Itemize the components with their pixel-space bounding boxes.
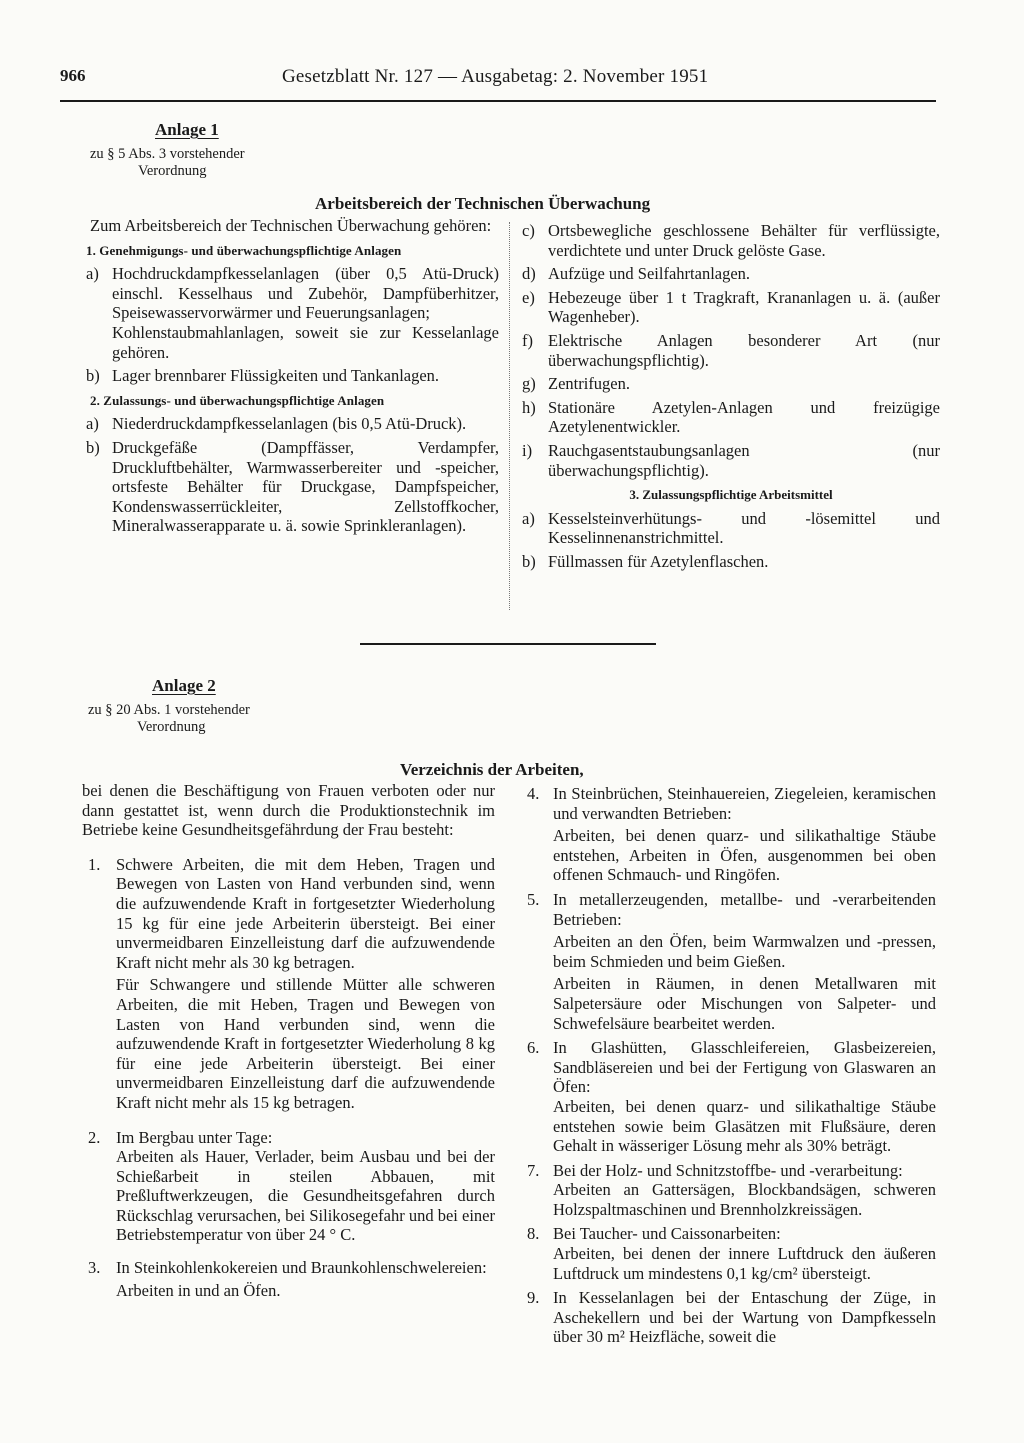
anlage2-item-3	[82, 1258, 495, 1300]
anlage1-item-e	[522, 288, 940, 327]
item-label: d)	[522, 264, 536, 284]
item-label: 8.	[527, 1224, 540, 1244]
anlage1-item-2b	[86, 438, 499, 536]
anlage2-right-column	[524, 784, 936, 1352]
anlage1-item-h	[522, 398, 940, 437]
anlage1-heading-3: 3. Zulassungspflichtige Arbeitsmittel	[629, 487, 833, 503]
anlage2-item-8	[524, 1224, 936, 1283]
anlage2-item-4	[524, 784, 936, 885]
anlage1-left-column	[86, 216, 499, 540]
item-text: Niederdruckdampfkesselanlagen (bis 0,5 Atü-Druck).	[112, 414, 467, 434]
item-text: Hochdruckdampfkesselanlagen (über 0,5 Atü-Druck) einschl. Kesselhaus und Zubehör, Dampfüberhitzer, Speisewasservorwärmer und Feuerungsanlagen;	[112, 264, 499, 323]
item-text: Elektrische Anlagen besonderer Art (nur überwachungspflichtig).	[548, 330, 940, 370]
anlage1-heading-1: 1. Genehmigungs- und überwachungspflichtige Anlagen	[86, 242, 402, 258]
item-label: c)	[522, 221, 535, 240]
item-text: Ortsbewegliche geschlossene Behälter für verflüssigte, verdichtete und unter Druck gelöste Gase.	[548, 221, 940, 260]
item-head: In Steinbrüchen, Steinhauereien, Ziegeleien, keramischen und verwandten Betrieben:	[553, 784, 936, 823]
item-text-2: Kohlenstaubmahlanlagen, soweit sie zur Kesselanlage gehören.	[112, 322, 499, 362]
anlage1-item-1b	[86, 366, 499, 386]
item-text: Arbeiten, bei denen der innere Luftdruck den äußeren Luftdruck um mindestens 0,1 kg/cm² übersteigt.	[553, 1244, 936, 1283]
item-text: Druckgefäße (Dampffässer, Verdampfer, Druckluftbehälter, Warmwasserbereiter und -speicher, ortsfeste Behälter für Druckgase, Dampfspeicher, Kondenswasserrückleiter, Zellstoffkocher, Mineralwasserapparate u. ä. sowie Sprinkleranlagen).	[112, 437, 499, 536]
anlage2-item-7	[524, 1161, 936, 1220]
item-text: Arbeiten in und an Öfen.	[116, 1280, 281, 1300]
anlage1-item-g	[522, 374, 940, 394]
item-head: Bei Taucher- und Caissonarbeiten:	[553, 1224, 781, 1244]
anlage2-title: Anlage 2	[152, 676, 216, 695]
anlage1-item-d	[522, 264, 940, 284]
item-label: e)	[522, 287, 535, 307]
anlage1-item-3a	[522, 509, 940, 548]
anlage1-item-c	[522, 221, 940, 260]
anlage1-item-2a	[86, 414, 499, 434]
item-label: a)	[522, 508, 535, 528]
anlage1-sub2: Verordnung	[138, 163, 207, 179]
item-head: In Steinkohlenkokereien und Braunkohlenschwelereien:	[116, 1258, 487, 1278]
item-text: Hebezeuge über 1 t Tragkraft, Krananlagen u. ä. (außer Wagenheber).	[548, 287, 940, 327]
anlage1-intro: Zum Arbeitsbereich der Technischen Überwachung gehören:	[90, 216, 492, 235]
item-text: Arbeiten als Hauer, Verlader, beim Ausbau und bei der Schießarbeit in steilen Abbauen, mit Preßluftwerkzeugen, die Gesundheitsgefahren durch Rückschlag verursachen, bei Silikosegefahr und bei einer Betriebstemperatur von über 24 ° C.	[116, 1147, 495, 1245]
item-label: f)	[522, 330, 533, 350]
page-title: Gesetzblatt Nr. 127 — Ausgabetag: 2. November 1951	[282, 66, 709, 87]
item-head: In Glashütten, Glasschleifereien, Glasbeizereien, Sandbläsereien und bei der Fertigung von Glaswaren an Öfen:	[553, 1038, 936, 1097]
item-text: Stationäre Azetylen-Anlagen und freizügige Azetylenentwickler.	[548, 397, 940, 437]
item-head: In metallerzeugenden, metallbe- und -verarbeitenden Betrieben:	[553, 889, 936, 929]
page-header	[60, 66, 936, 102]
item-label: 6.	[527, 1038, 540, 1058]
item-text-2: Arbeiten in Räumen, in denen Metallwaren mit Salpetersäure oder Mischungen von Salpeter- und Schwefelsäure bearbeitet werden.	[553, 974, 936, 1033]
column-rule	[509, 222, 510, 610]
item-text-2: Für Schwangere und stillende Mütter alle schweren Arbeiten, die mit Heben, Tragen und Bewegen von Lasten von Hand verbunden sind, wenn die aufzuwendende Kraft in fortgesetzter Wiederholung 8 kg für eine jede Arbeiterin übersteigt. Bei einer unvermeidbaren Einzelleistung darf die aufzuwendende Kraft nicht mehr als 15 kg betragen.	[116, 975, 495, 1112]
anlage1-item-1a	[86, 264, 499, 362]
anlage1-item-i	[522, 441, 940, 480]
item-text: Arbeiten an den Öfen, beim Warmwalzen und -pressen, beim Schmieden und beim Gießen.	[553, 932, 936, 971]
anlage1-section-title: Arbeitsbereich der Technischen Überwachung	[315, 194, 651, 213]
anlage2-item-1	[82, 855, 495, 1113]
item-text: Arbeiten, bei denen quarz- und silikathaltige Stäube entstehen sowie beim Glasätzen mit Flußsäure, deren Gehalt in wässeriger Lösung mehr als 30% beträgt.	[553, 1096, 936, 1156]
anlage2-left-column	[82, 781, 495, 1305]
anlage2-item-5	[524, 890, 936, 1033]
item-text: In Kesselanlagen bei der Entaschung der Züge, in Aschekellern und bei der Wartung von Dampfkesseln über 30 m² Heizfläche, soweit die	[553, 1288, 936, 1347]
anlage2-sub1: zu § 20 Abs. 1 vorstehender	[88, 702, 250, 718]
anlage2-item-2	[82, 1128, 495, 1246]
item-text: Lager brennbarer Flüssigkeiten und Tankanlagen.	[112, 366, 440, 386]
item-label: 1.	[88, 854, 101, 874]
item-label: a)	[86, 414, 99, 434]
item-label: 2.	[88, 1127, 101, 1147]
item-text: Arbeiten, bei denen quarz- und silikathaltige Stäube entstehen, Arbeiten in Öfen, ausgenommen bei oben offenen Schmauch- und Ringöfen.	[553, 826, 936, 885]
item-label: a)	[86, 264, 99, 284]
item-head: Bei der Holz- und Schnitzstoffbe- und -verarbeitung:	[553, 1160, 903, 1180]
item-label: b)	[522, 551, 536, 571]
anlage1-sub1: zu § 5 Abs. 3 vorstehender	[90, 146, 245, 162]
item-label: i)	[522, 440, 533, 460]
item-label: h)	[522, 397, 536, 417]
item-label: g)	[522, 374, 536, 394]
item-text: Arbeiten an Gattersägen, Blockbandsägen, schweren Holzspaltmaschinen und Brennholzkreissägen.	[553, 1180, 936, 1219]
item-text: Aufzüge und Seilfahrtanlagen.	[548, 264, 751, 284]
item-label: b)	[86, 437, 100, 457]
anlage2-sub2: Verordnung	[137, 719, 206, 735]
anlage2-item-9	[524, 1288, 936, 1347]
item-label: 9.	[527, 1288, 540, 1308]
anlage2-section-title: Verzeichnis der Arbeiten,	[400, 760, 584, 779]
anlage1-heading-2: 2. Zulassungs- und überwachungspflichtige Anlagen	[90, 392, 385, 408]
item-label: 7.	[527, 1160, 540, 1180]
anlage2-item-6	[524, 1038, 936, 1156]
item-label: 5.	[527, 889, 540, 909]
anlage1-title: Anlage 1	[155, 120, 219, 139]
item-text: Füllmassen für Azetylenflaschen.	[548, 551, 769, 571]
item-label: 3.	[88, 1258, 101, 1278]
section-divider	[360, 643, 656, 645]
item-text: Rauchgasentstaubungsanlagen (nur überwachungspflichtig).	[548, 440, 940, 480]
anlage2-intro: bei denen die Beschäftigung von Frauen verboten oder nur dann gestattet ist, wenn durch die Produktionstechnik im Betriebe keine Gesundheitsgefährdung der Frau besteht:	[82, 781, 495, 840]
page-number: 966	[60, 66, 86, 85]
item-head: Im Bergbau unter Tage:	[116, 1127, 273, 1147]
item-label: 4.	[527, 784, 540, 803]
anlage1-right-column	[522, 221, 940, 576]
item-text: Kesselsteinverhütungs- und -lösemittel und Kesselinnenanstrichmittel.	[548, 508, 940, 548]
anlage1-item-f	[522, 331, 940, 370]
item-text: Schwere Arbeiten, die mit dem Heben, Tragen und Bewegen von Lasten von Hand verbunden sind, wenn die aufzuwendende Kraft in fortgesetzter Wiederholung 15 kg für eine jede Arbeiterin übersteigt. Bei einer unvermeidbaren Einzelleistung darf die aufzuwendende Kraft nicht mehr als 30 kg betragen.	[116, 854, 495, 972]
item-text: Zentrifugen.	[548, 374, 631, 394]
item-label: b)	[86, 366, 100, 386]
anlage1-item-3b	[522, 552, 940, 572]
